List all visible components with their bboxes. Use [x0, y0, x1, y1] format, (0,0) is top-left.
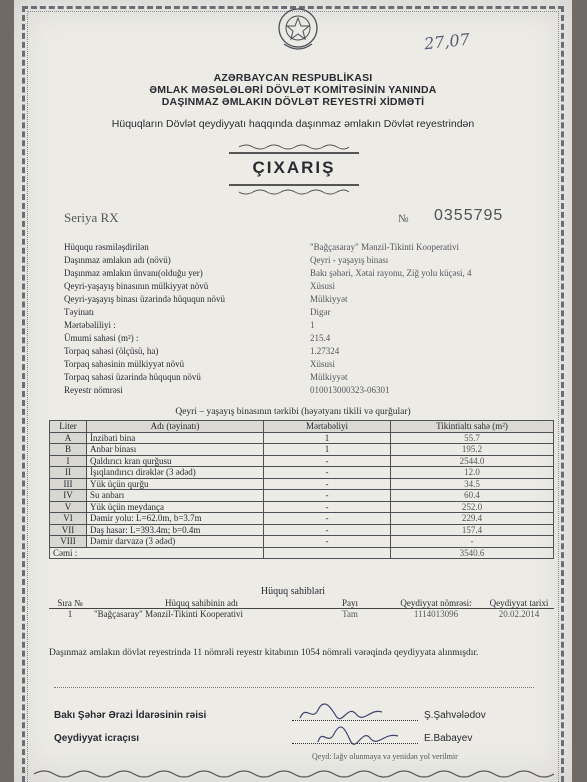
floors-cell: - — [264, 467, 391, 479]
col-header: Adı (təyinatı) — [87, 421, 264, 433]
signature-role-2: Qeydiyyat icraçısı — [54, 733, 140, 744]
field-value: Digər — [310, 307, 331, 317]
signature-name-1: Ş.Şahvələdov — [424, 710, 486, 721]
table-row — [50, 467, 554, 479]
table-row — [50, 513, 554, 525]
field-label: Ümumi sahəsi (m²) : — [64, 333, 139, 343]
field-value: Xüsusi — [310, 281, 336, 291]
series-label: Seriya RX — [64, 210, 119, 225]
state-emblem-icon — [276, 4, 320, 54]
header-line-3: DAŞINMAZ ƏMLAKIN DÖVLƏT REYESTRİ XİDMƏTİ — [161, 96, 425, 108]
field-label: Torpaq sahəsi (ölçüsü, ha) — [64, 346, 159, 356]
col-header: Qeydiyyat nömrəsi: — [400, 598, 472, 608]
field-label: Təyinatı — [64, 307, 94, 317]
field-value: Bakı şəhəri, Xətai rayonu, Ziğ yolu küçəsi, 4 — [310, 268, 472, 278]
field-label: Mərtəbəliliyi : — [64, 320, 116, 330]
col-header: Mərtəbəliyi — [264, 421, 391, 433]
field-value: 215.4 — [310, 333, 331, 343]
col-header: Tikintialtı sahə (m²) — [391, 421, 554, 433]
signature-role-1: Bakı Şəhər Ərazi İdarəsinin rəisi — [54, 710, 207, 721]
field-value: Qeyri - yaşayış binası — [310, 255, 389, 265]
area-cell: - — [391, 536, 554, 548]
area-cell: 157.4 — [391, 524, 554, 536]
owner-no: 1 — [67, 609, 73, 619]
total-value: 3540.6 — [391, 547, 554, 559]
field-value: 1.27324 — [310, 346, 340, 356]
field-label: Torpaq sahəsinin mülkiyyət növü — [64, 359, 185, 369]
ornament-bottom-icon — [239, 188, 349, 196]
area-cell: 60.4 — [391, 490, 554, 502]
liter-cell: V — [50, 501, 87, 513]
field-label: Daşınmaz əmlakın adı (növü) — [64, 255, 171, 265]
name-cell: Anbar binası — [87, 444, 264, 456]
table-row — [50, 536, 554, 548]
liter-cell: IV — [50, 490, 87, 502]
table-row — [50, 478, 554, 490]
area-cell: 34.5 — [391, 478, 554, 490]
name-cell: İnzibati bina — [87, 432, 264, 444]
composition-caption: Qeyri – yaşayış binasının tərkibi (həyətyanı tikili və qurğular) — [175, 407, 411, 417]
area-cell: 252.0 — [391, 501, 554, 513]
col-header: Qeydiyyat tarixi — [489, 598, 549, 608]
number-sign: № — [398, 213, 409, 225]
name-cell: Dəmir darvazə (3 ədəd) — [87, 536, 264, 548]
field-label: Torpaq sahəsi üzərində hüququn növü — [64, 372, 201, 382]
owners-table — [49, 598, 554, 619]
table-row — [50, 432, 554, 444]
name-cell: Dəmir yolu: L=62.0m, b=3.7m — [87, 513, 264, 525]
owner-share: Tam — [342, 609, 358, 619]
owner-name: "Bağçasaray" Mənzil-Tikinti Kooperativi — [94, 609, 243, 619]
ornament-footer-icon — [34, 768, 554, 780]
liter-cell: III — [50, 478, 87, 490]
name-cell: İşıqlandırıcı dirəklər (3 ədəd) — [87, 467, 264, 479]
floors-cell: 1 — [264, 444, 391, 456]
owner-reg-no: 1114013096 — [413, 609, 459, 619]
header-subtitle: Hüquqların Dövlət qeydiyyatı haqqında daşınmaz əmlakın Dövlət reyestrindən — [111, 118, 475, 130]
floors-cell: - — [264, 455, 391, 467]
field-label: Reyestr nömrəsi — [64, 385, 123, 395]
floors-cell: - — [264, 478, 391, 490]
name-cell: Qaldırıcı kran qurğusu — [87, 455, 264, 467]
footer-note: Qeyd: ləğv olunmaya və yenidən yol verilmir — [312, 752, 458, 761]
document-title: ÇIXARIŞ — [252, 158, 336, 177]
table-row — [50, 524, 554, 536]
liter-cell: II — [50, 467, 87, 479]
signature-1-icon — [296, 700, 386, 724]
liter-cell: A — [50, 432, 87, 444]
field-value: 010013000323-06301 — [310, 385, 390, 395]
table-row — [50, 444, 554, 456]
floors-cell: - — [264, 501, 391, 513]
liter-cell: VIII — [50, 536, 87, 548]
floors-cell: 1 — [264, 432, 391, 444]
signature-name-2: E.Babayev — [424, 733, 473, 744]
table-row — [50, 490, 554, 502]
field-value: "Bağçasaray" Mənzil-Tikinti Kooperativi — [310, 242, 459, 252]
floors-cell: - — [264, 513, 391, 525]
floors-cell: - — [264, 524, 391, 536]
certificate-paper — [14, 0, 572, 782]
field-label: Qeyri-yaşayış binasının mülkiyyət növü — [64, 281, 209, 291]
header-line-2: ƏMLAK MƏSƏLƏLƏRİ DÖVLƏT KOMİTƏSİNİN YANINDA — [149, 84, 437, 96]
col-header: Sıra № — [57, 598, 83, 608]
col-header: Hüquq sahibinin adı — [165, 598, 238, 608]
header-line-1: AZƏRBAYCAN RESPUBLİKASI — [213, 72, 373, 84]
liter-cell: VII — [50, 524, 87, 536]
handwritten-note: 27,07 — [423, 29, 471, 54]
field-value: Mülkiyyət — [310, 372, 348, 382]
liter-cell: B — [50, 444, 87, 456]
certificate-number: 0355795 — [434, 207, 504, 224]
liter-cell: VI — [50, 513, 87, 525]
field-label: Qeyri-yaşayış binası üzərində hüququn növü — [64, 294, 225, 304]
name-cell: Yük üçün meydança — [87, 501, 264, 513]
separator — [54, 687, 534, 688]
ornament-top-icon — [239, 143, 349, 151]
field-label: Hüququ rəsmiləşdirilən — [64, 242, 149, 252]
field-label: Daşınmaz əmlakın ünvanı(olduğu yer) — [64, 268, 203, 278]
floors-cell: - — [264, 490, 391, 502]
field-value: Xüsusi — [310, 359, 336, 369]
area-cell: 2544.0 — [391, 455, 554, 467]
field-value: 1 — [310, 320, 315, 330]
signature-2-icon — [314, 722, 404, 748]
owners-caption: Hüquq sahibləri — [260, 586, 326, 597]
total-label: Cəmi : — [50, 547, 264, 559]
composition-table — [49, 420, 554, 559]
col-header: Payı — [341, 598, 358, 608]
table-row — [49, 609, 554, 620]
liter-cell: I — [50, 455, 87, 467]
name-cell: Yük üçün qurğu — [87, 478, 264, 490]
area-cell: 229.4 — [391, 513, 554, 525]
floors-cell: - — [264, 536, 391, 548]
name-cell: Daş hasar: L=393.4m; b=0.4m — [87, 524, 264, 536]
table-row — [50, 455, 554, 467]
area-cell: 55.7 — [391, 432, 554, 444]
table-total-row — [50, 547, 554, 559]
field-value: Mülkiyyət — [310, 294, 348, 304]
area-cell: 12.0 — [391, 467, 554, 479]
name-cell: Su anbarı — [87, 490, 264, 502]
col-header: Liter — [50, 421, 87, 433]
table-row — [50, 501, 554, 513]
property-details — [14, 242, 572, 402]
registry-note: Daşınmaz əmlakın dövlət reyestrində 11 nömrəli reyestr kitabının 1054 nömrəli vərəqində qeydiyyata alınmışdır. — [49, 648, 479, 658]
area-cell: 195.2 — [391, 444, 554, 456]
owner-reg-date: 20.02.2014 — [498, 609, 540, 619]
